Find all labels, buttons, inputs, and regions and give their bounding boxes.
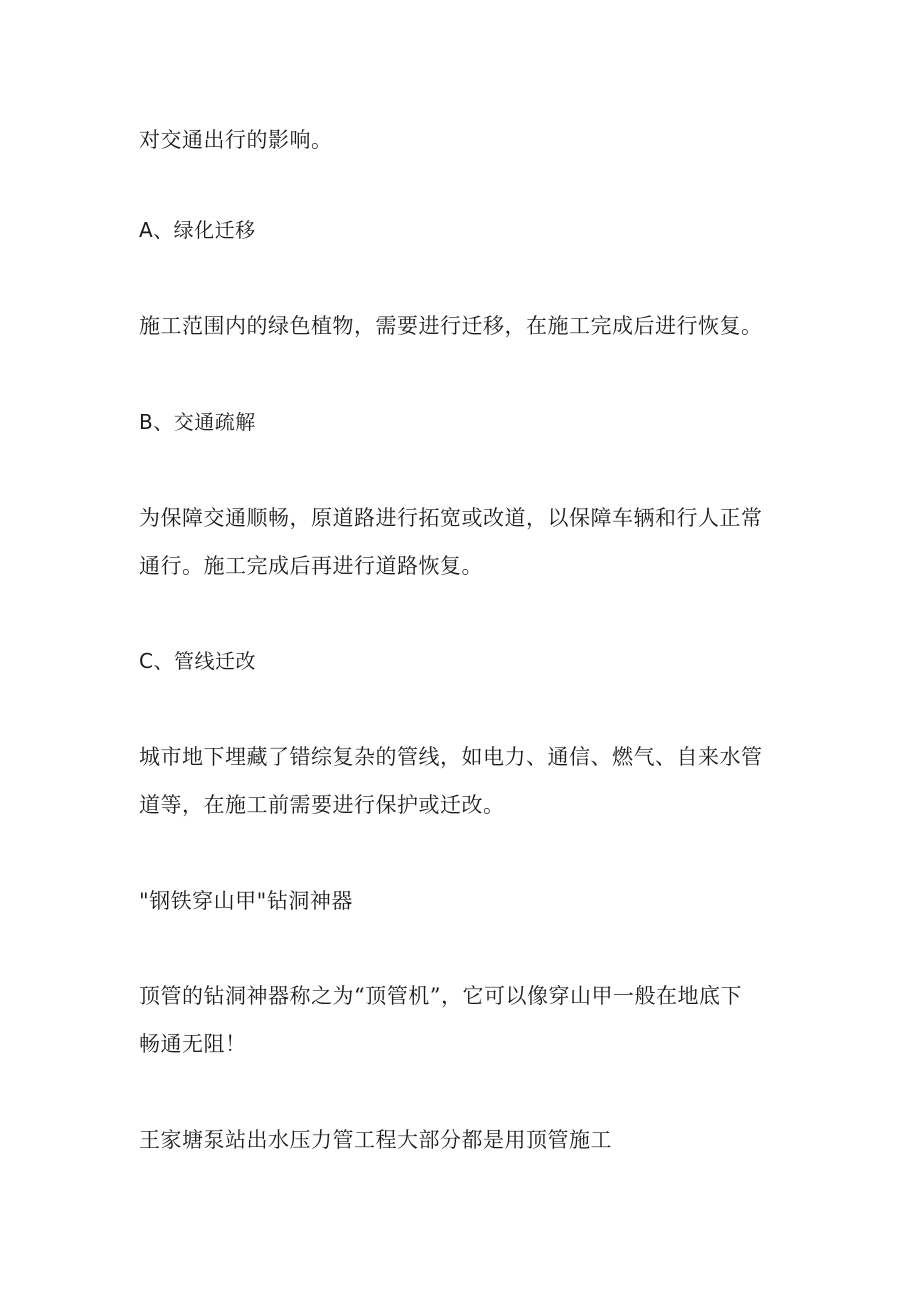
paragraph-traffic-diversion-line2: 通行。施工完成后再进行道路恢复。: [139, 554, 483, 578]
heading-pipeline-relocation: C、管线迁改: [139, 649, 256, 673]
paragraph-pipe-jacking-machine-line2: 畅通无阻！: [139, 1032, 247, 1056]
paragraph-traffic-impact-end: 对交通出行的影响。: [139, 128, 333, 152]
paragraph-traffic-diversion-line1: 为保障交通顺畅，原道路进行拓宽或改道，以保障车辆和行人正常: [139, 506, 763, 530]
paragraph-pipe-jacking-machine-line1: 顶管的钻洞神器称之为“顶管机”，它可以像穿山甲一般在地底下: [139, 984, 742, 1008]
paragraph-wangjiatang-pump-station: 王家塘泵站出水压力管工程大部分都是用顶管施工: [139, 1128, 612, 1152]
paragraph-greening-relocation: 施工范围内的绿色植物，需要进行迁移，在施工完成后进行恢复。: [139, 314, 763, 338]
paragraph-pipeline-relocation-line1: 城市地下埋藏了错综复杂的管线，如电力、通信、燃气、自来水管: [139, 745, 763, 769]
paragraph-pipeline-relocation-line2: 道等，在施工前需要进行保护或迁改。: [139, 793, 505, 817]
heading-traffic-diversion: B、交通疏解: [139, 410, 256, 434]
heading-greening-relocation: A、绿化迁移: [139, 218, 256, 242]
heading-steel-pangolin: "钢铁穿山甲"钻洞神器: [139, 889, 353, 913]
